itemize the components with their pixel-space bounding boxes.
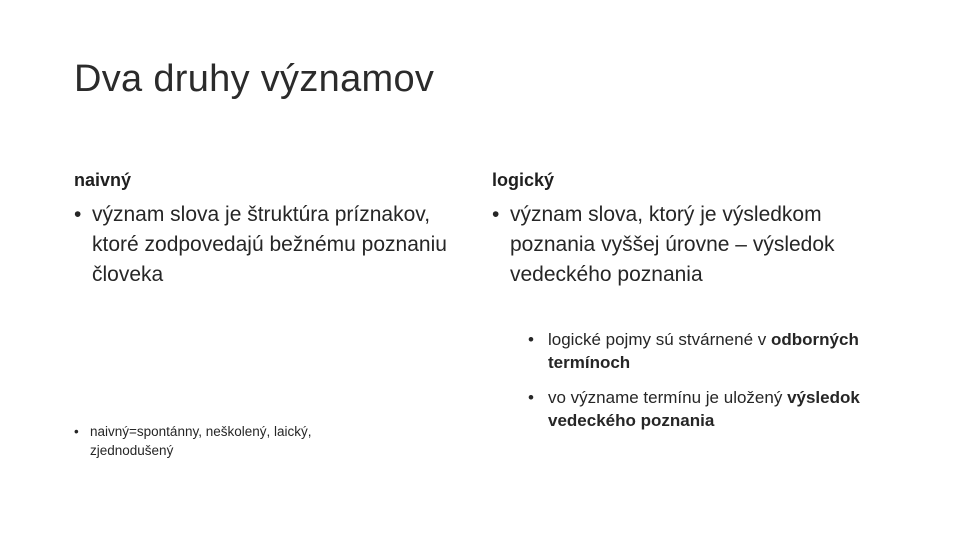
right-sub-bullet-2-text xyxy=(528,386,868,432)
left-note-text: naivný=spontánny, neškolený, laický, zjednodušený xyxy=(90,424,312,458)
left-main-bullet-text: význam slova je štruktúra príznakov, ktoré zodpovedajú bežnému poznaniu človeka xyxy=(92,203,447,286)
right-sub-bullet-2-bold: výsledok vedeckého poznania xyxy=(548,388,860,430)
right-sub-bullet-1 xyxy=(528,328,868,374)
right-sub-bullet-1-bold: odborných termínoch xyxy=(548,330,859,372)
slide-title: Dva druhy významov xyxy=(74,58,435,100)
bullet-icon: • xyxy=(528,388,534,407)
bullet-icon: • xyxy=(74,203,82,226)
left-note-bullet xyxy=(74,422,394,460)
right-main-bullet xyxy=(492,200,872,290)
right-sub-bullet-1-plain: logické pojmy sú stvárnené v xyxy=(548,330,771,349)
right-sub-bullet-2-plain: vo význame termínu je uložený xyxy=(548,388,788,407)
left-main-bullet xyxy=(74,200,454,290)
right-sub-bullet-1-text xyxy=(528,328,868,374)
right-sub-bullet-2 xyxy=(528,386,868,432)
left-column-heading: naivný xyxy=(74,170,132,190)
right-main-bullet-text: význam slova, ktorý je výsledkom poznania vyššej úrovne – výsledok vedeckého poznania xyxy=(510,203,835,286)
bullet-icon: • xyxy=(74,424,79,439)
right-column-heading: logický xyxy=(492,170,555,190)
bullet-icon: • xyxy=(528,330,534,349)
bullet-icon: • xyxy=(492,203,500,226)
